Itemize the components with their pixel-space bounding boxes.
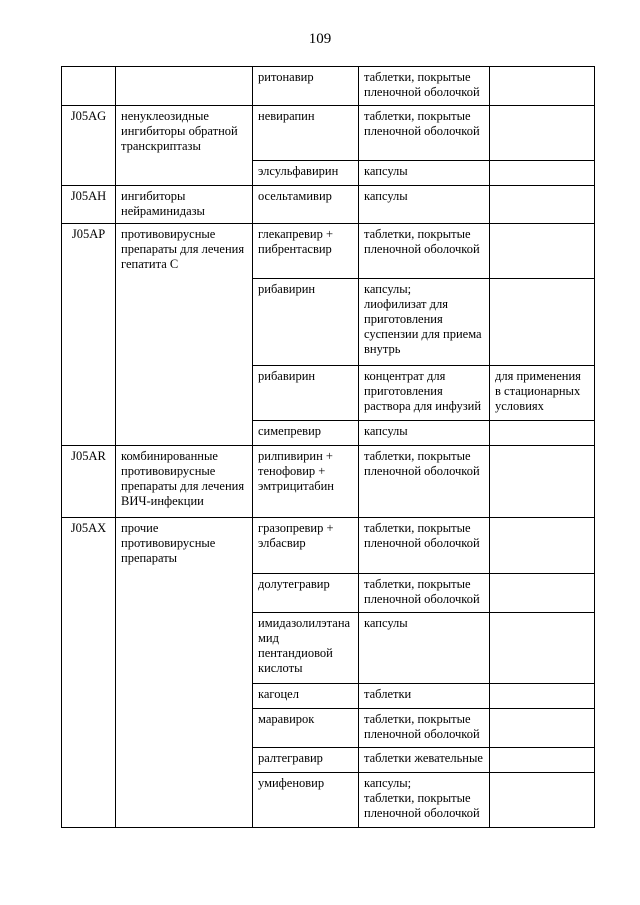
table-row <box>62 186 595 224</box>
drug-name-cell: осельтамивир <box>253 186 359 224</box>
drug-name-cell: глекапревир + пибрентасвир <box>253 224 359 279</box>
note-cell <box>490 186 595 224</box>
atc-code-cell: J05AH <box>62 186 116 224</box>
dosage-form-cell: капсулы <box>359 421 490 446</box>
group-name-cell: ингибиторы нейраминидазы <box>116 186 253 224</box>
table-row <box>62 106 595 161</box>
note-cell <box>490 421 595 446</box>
drug-table <box>61 66 595 828</box>
drug-name-cell: гразопревир + элбасвир <box>253 518 359 574</box>
note-cell <box>490 613 595 684</box>
drug-name-cell: долутегравир <box>253 574 359 613</box>
note-cell <box>490 446 595 518</box>
drug-name-cell: рибавирин <box>253 279 359 366</box>
dosage-form-cell: концентрат для приготовления раствора для инфузий <box>359 366 490 421</box>
atc-code-cell: J05AR <box>62 446 116 518</box>
note-cell <box>490 106 595 161</box>
group-name-cell <box>116 67 253 106</box>
dosage-form-cell: капсулы <box>359 161 490 186</box>
atc-code-cell <box>62 67 116 106</box>
dosage-form-cell: капсулы <box>359 186 490 224</box>
atc-code-cell: J05AG <box>62 106 116 186</box>
atc-code-cell: J05AX <box>62 518 116 828</box>
note-cell <box>490 773 595 828</box>
drug-name-cell: рибавирин <box>253 366 359 421</box>
dosage-form-cell: капсулы; таблетки, покрытые пленочной оболочкой <box>359 773 490 828</box>
dosage-form-cell: таблетки, покрытые пленочной оболочкой <box>359 574 490 613</box>
drug-name-cell: ритонавир <box>253 67 359 106</box>
drug-name-cell: рилпивирин + тенофовир + эмтрицитабин <box>253 446 359 518</box>
group-name-cell: ненуклеозидные ингибиторы обратной транскриптазы <box>116 106 253 186</box>
page-number: 109 <box>308 31 332 47</box>
dosage-form-cell: таблетки, покрытые пленочной оболочкой <box>359 106 490 161</box>
note-cell <box>490 684 595 709</box>
drug-name-cell: маравирок <box>253 709 359 748</box>
drug-name-cell: невирапин <box>253 106 359 161</box>
dosage-form-cell: таблетки, покрытые пленочной оболочкой <box>359 709 490 748</box>
drug-name-cell: умифеновир <box>253 773 359 828</box>
drug-name-cell: кагоцел <box>253 684 359 709</box>
table-row <box>62 518 595 574</box>
dosage-form-cell: капсулы <box>359 613 490 684</box>
dosage-form-cell: капсулы; лиофилизат для приготовления суспензии для приема внутрь <box>359 279 490 366</box>
note-cell: для применения в стационарных условиях <box>490 366 595 421</box>
dosage-form-cell: таблетки, покрытые пленочной оболочкой <box>359 446 490 518</box>
note-cell <box>490 574 595 613</box>
note-cell <box>490 518 595 574</box>
group-name-cell: комбинированные противовирусные препараты для лечения ВИЧ-инфекции <box>116 446 253 518</box>
drug-name-cell: имидазолилэтана мид пентандиовой кислоты <box>253 613 359 684</box>
drug-name-cell: симепревир <box>253 421 359 446</box>
drug-name-cell: элсульфавирин <box>253 161 359 186</box>
note-cell <box>490 748 595 773</box>
note-cell <box>490 709 595 748</box>
dosage-form-cell: таблетки, покрытые пленочной оболочкой <box>359 518 490 574</box>
group-name-cell: противовирусные препараты для лечения гепатита С <box>116 224 253 446</box>
note-cell <box>490 161 595 186</box>
table-row <box>62 224 595 279</box>
group-name-cell: прочие противовирусные препараты <box>116 518 253 828</box>
atc-code-cell: J05AP <box>62 224 116 446</box>
note-cell <box>490 67 595 106</box>
note-cell <box>490 279 595 366</box>
dosage-form-cell: таблетки, покрытые пленочной оболочкой <box>359 224 490 279</box>
table-row <box>62 67 595 106</box>
dosage-form-cell: таблетки <box>359 684 490 709</box>
table-row <box>62 446 595 518</box>
drug-name-cell: ралтегравир <box>253 748 359 773</box>
dosage-form-cell: таблетки, покрытые пленочной оболочкой <box>359 67 490 106</box>
dosage-form-cell: таблетки жевательные <box>359 748 490 773</box>
note-cell <box>490 224 595 279</box>
